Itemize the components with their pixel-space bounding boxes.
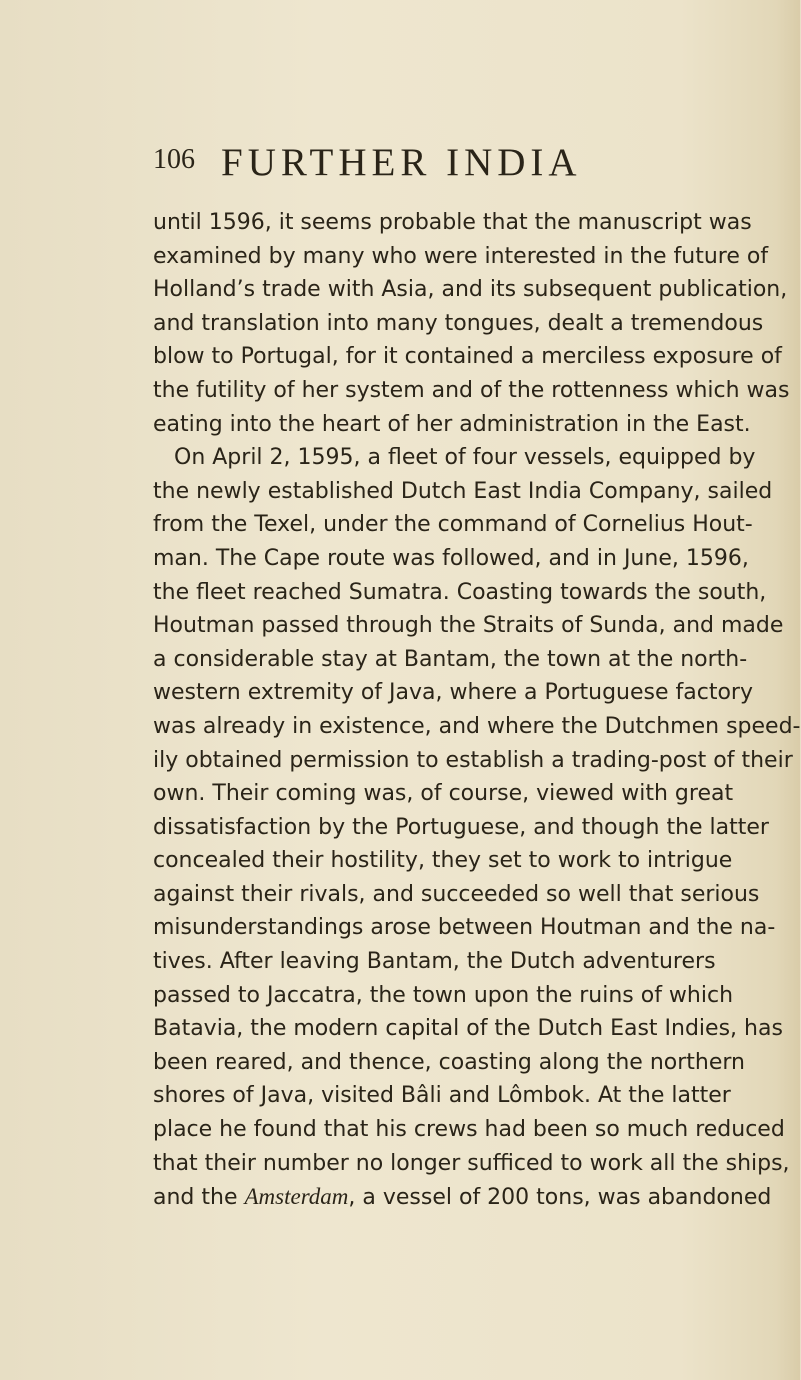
final-line-start: and the [153,1185,245,1211]
text-line: the futility of her system and of the rottenness which was [153,377,790,403]
text-line: Holland’s trade with Asia, and its subsequent publication, [153,277,788,303]
text-line: the newly established Dutch East India Company, sailed [153,478,773,504]
page-number: 106 [153,144,195,175]
text-line: dissatisfaction by the Portuguese, and though the latter [153,814,769,840]
text-line: from the Texel, under the command of Cornelius Hout- [153,512,753,538]
text-line: that their number no longer sufficed to work all the ships, [153,1150,790,1176]
ship-name-italic: Amsterdam [244,1184,349,1210]
text-line: a considerable stay at Bantam, the town at the north- [153,646,748,672]
text-line: western extremity of Java, where a Portuguese factory [153,680,753,706]
text-line: Houtman passed through the Straits of Sunda, and made [153,613,784,639]
text-line: and translation into many tongues, dealt a tremendous [153,310,764,336]
text-line: the fleet reached Sumatra. Coasting towards the south, [153,579,767,605]
text-line: was already in existence, and where the Dutchmen speed- [153,713,801,739]
text-line: tives. After leaving Bantam, the Dutch adventurers [153,949,716,975]
text-line-final [153,1180,772,1214]
text-line: misunderstandings arose between Houtman and the na- [153,915,776,941]
text-line: against their rivals, and succeeded so well that serious [153,881,760,907]
page-header [153,140,673,190]
text-line: Batavia, the modern capital of the Dutch East Indies, has [153,1016,783,1042]
text-line: own. Their coming was, of course, viewed with great [153,781,734,807]
text-line: man. The Cape route was followed, and in June, 1596, [153,545,749,571]
text-line: until 1596, it seems probable that the manuscript was [153,210,752,235]
text-line: been reared, and thence, coasting along the northern [153,1049,745,1075]
text-line: concealed their hostility, they set to work to intrigue [153,848,733,874]
text-line: passed to Jaccatra, the town upon the ruins of which [153,982,734,1008]
body-text [153,206,801,1214]
text-line: blow to Portugal, for it contained a merciless exposure of [153,344,782,370]
text-line: examined by many who were interested in the future of [153,243,769,269]
text-line: place he found that his crews had been so much reduced [153,1117,785,1143]
final-line-end: , a vessel of 200 tons, was abandoned [348,1185,772,1211]
text-line: ily obtained permission to establish a trading-post of their [153,747,793,773]
text-line: eating into the heart of her administration in the East. [153,411,751,437]
paragraph-start-line: On April 2, 1595, a fleet of four vessels, equipped by [174,445,756,471]
running-title: FURTHER INDIA [221,141,582,184]
text-line: shores of Java, visited Bâli and Lômbok. At the latter [153,1083,731,1109]
